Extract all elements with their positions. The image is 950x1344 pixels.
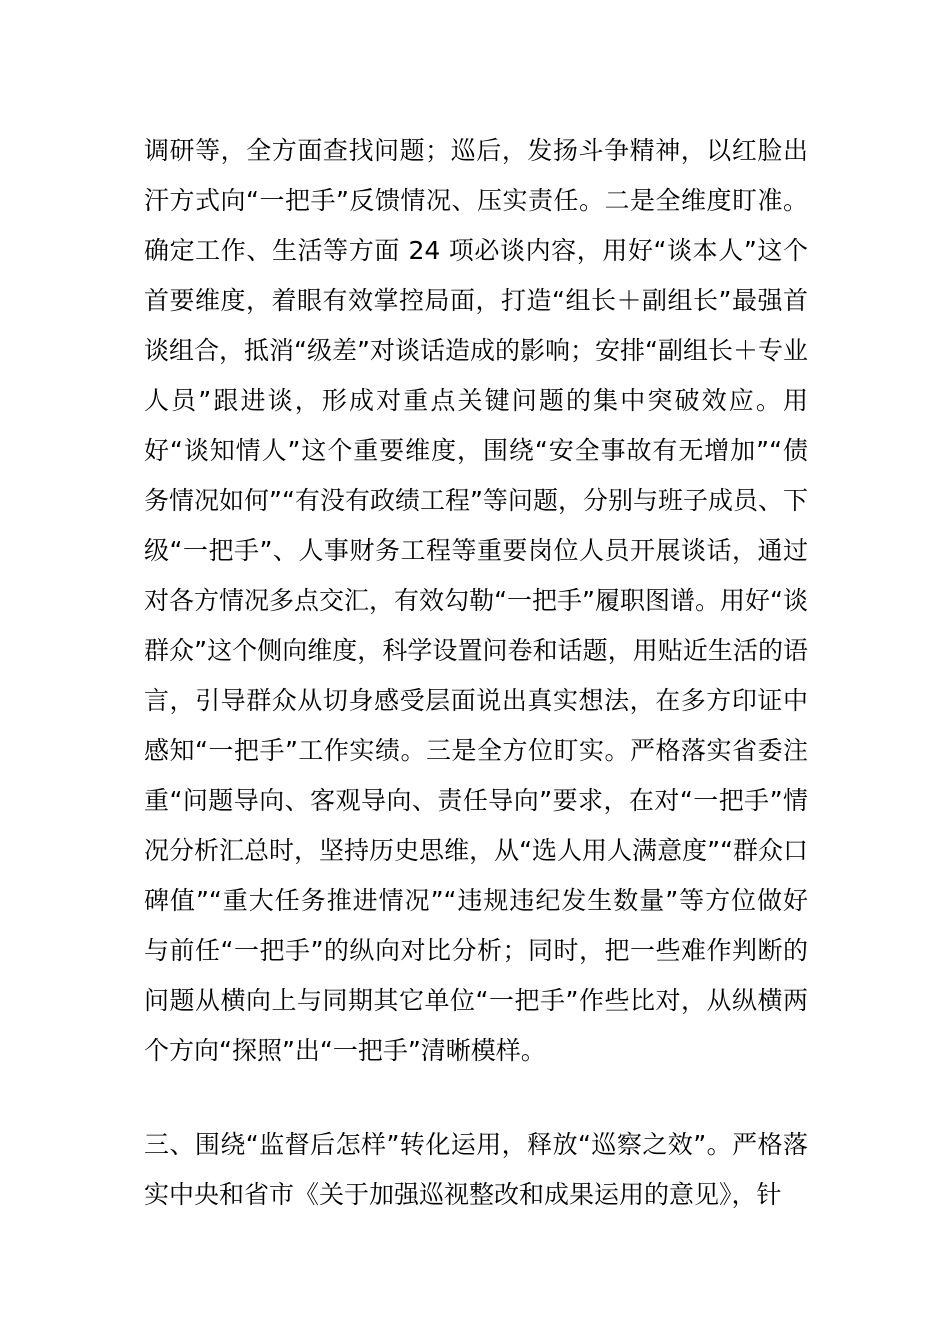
body-paragraph: 调研等，全方面查找问题；巡后，发扬斗争精神，以红脸出汗方式向“一把手”反馈情况、压实责任。二是全维度盯准。确定工作、生活等方面 24 项必谈内容，用好“谈本人”这个首要维度，着眼有效掌控局面，打造“组长＋副组长”最强首谈组合，抵消“级差”对谈话造成的影响；安排“副组长＋专业人员”跟进谈，形成对重点关键问题的集中突破效应。用好“谈知情人”这个重要维度，围绕“安全事故有无增加”“债务情况如何”“有没有政绩工程”等问题，分别与班子成员、下级“一把手”、人事财务工程等重要岗位人员开展谈话，通过对各方情况多点交汇，有效勾勒“一把手”履职图谱。用好“谈群众”这个侧向维度，科学设置问卷和话题，用贴近生活的语言，引导群众从切身感受层面说出真实想法，在多方印证中感知“一把手”工作实绩。三是全方位盯实。严格落实省委注重“问题导向、客观导向、责任导向”要求，在对“一把手”情况分析汇总时，坚持历史思维，从“选人用人满意度”“群众口碑值”“重大任务推进情况”“违规违纪发生数量”等方位做好与前任“一把手”的纵向对比分析；同时，把一些难作判断的问题从横向上与同期其它单位“一把手”作些比对，从纵横两个方向“探照”出“一把手”清晰模样。 (144, 136, 808, 1065)
section-paragraph: 三、围绕“监督后怎样”转化运用，释放“巡察之效”。严格落实中央和省市《关于加强巡视整改和成果运用的意见》，针 (144, 1130, 808, 1209)
